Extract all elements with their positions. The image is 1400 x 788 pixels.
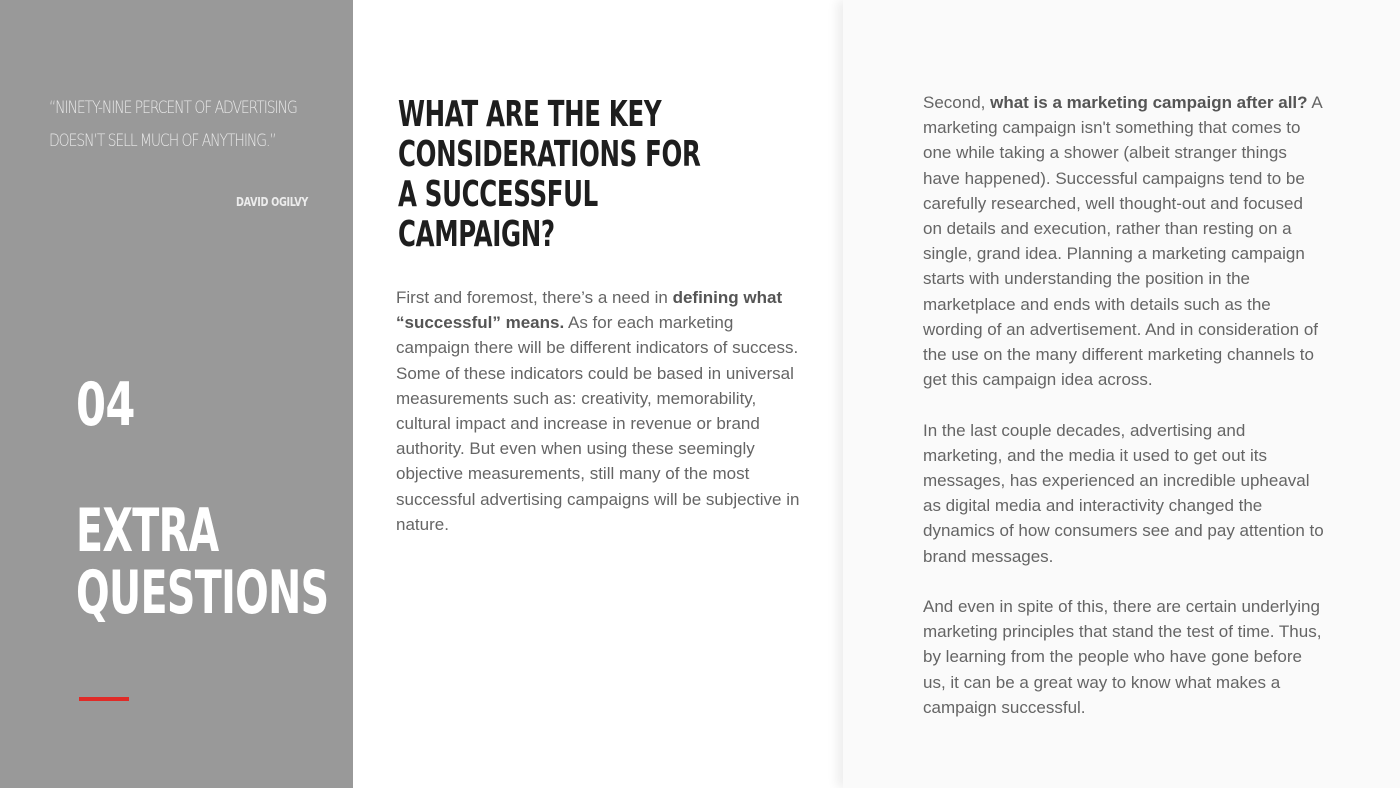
right-paragraph-3: And even in spite of this, there are certain underlying marketing principles that stand the test of time. Thus, by learning from the people who have gone before us, it can be a great way to know what makes a campaign successful. bbox=[923, 597, 1322, 717]
section-title bbox=[76, 496, 329, 628]
right-paragraph-1-lead: Second, bbox=[923, 93, 991, 112]
main-paragraph-1-rest: As for each marketing campaign there will be different indicators of success. Some of these indicators could be based in universal measurements such as: creativity, memorability, cultural impact and increase in revenue or brand authority. But even when using these seemingly objective measurements, still many of the most successful advertising campaigns will be subjective in nature. bbox=[396, 313, 800, 534]
quote-text: “NINETY-NINE PERCENT OF ADVERTISING DOESN’T SELL MUCH OF ANYTHING.” bbox=[49, 98, 297, 151]
main-paragraph-1 bbox=[396, 285, 801, 537]
right-column bbox=[843, 0, 1400, 788]
page-heading: WHAT ARE THE KEY CONSIDERATIONS FOR A SUCCESSFUL CAMPAIGN? bbox=[398, 94, 701, 255]
quote-author: DAVID OGILVY bbox=[235, 195, 308, 209]
section-number: 04 bbox=[76, 370, 135, 440]
right-column-text bbox=[923, 90, 1325, 745]
accent-divider bbox=[79, 697, 129, 701]
sidebar-panel bbox=[0, 0, 353, 788]
section-title-line-2: QUESTIONS bbox=[76, 558, 329, 628]
right-paragraph-1-emphasis: what is a marketing campaign after all? bbox=[990, 93, 1308, 112]
main-column bbox=[353, 0, 843, 788]
right-paragraph-1 bbox=[923, 90, 1325, 392]
right-paragraph-1-rest: A marketing campaign isn't something that comes to one while taking a shower (albeit stranger things have happened). Successful campaigns tend to be carefully researched, well thought-out and focused on details and execution, rather than resting on a single, grand idea. Planning a marketing campaign starts with understanding the position in the marketplace and ends with details such as the wording of an advertisement. And in consideration of the use on the many different marketing channels to get this campaign idea across. bbox=[923, 93, 1322, 390]
section-title-line-1: EXTRA bbox=[76, 496, 219, 566]
main-paragraph-1-emphasis: defining what “successful” means. bbox=[396, 288, 783, 333]
right-paragraph-2: In the last couple decades, advertising and marketing, and the media it used to get out its messages, has experienced an incredible upheaval as digital media and interactivity changed the dynamics of how consumers see and pay attention to brand messages. bbox=[923, 420, 1324, 566]
main-paragraph-1-lead: First and foremost, there’s a need in bbox=[396, 288, 673, 307]
